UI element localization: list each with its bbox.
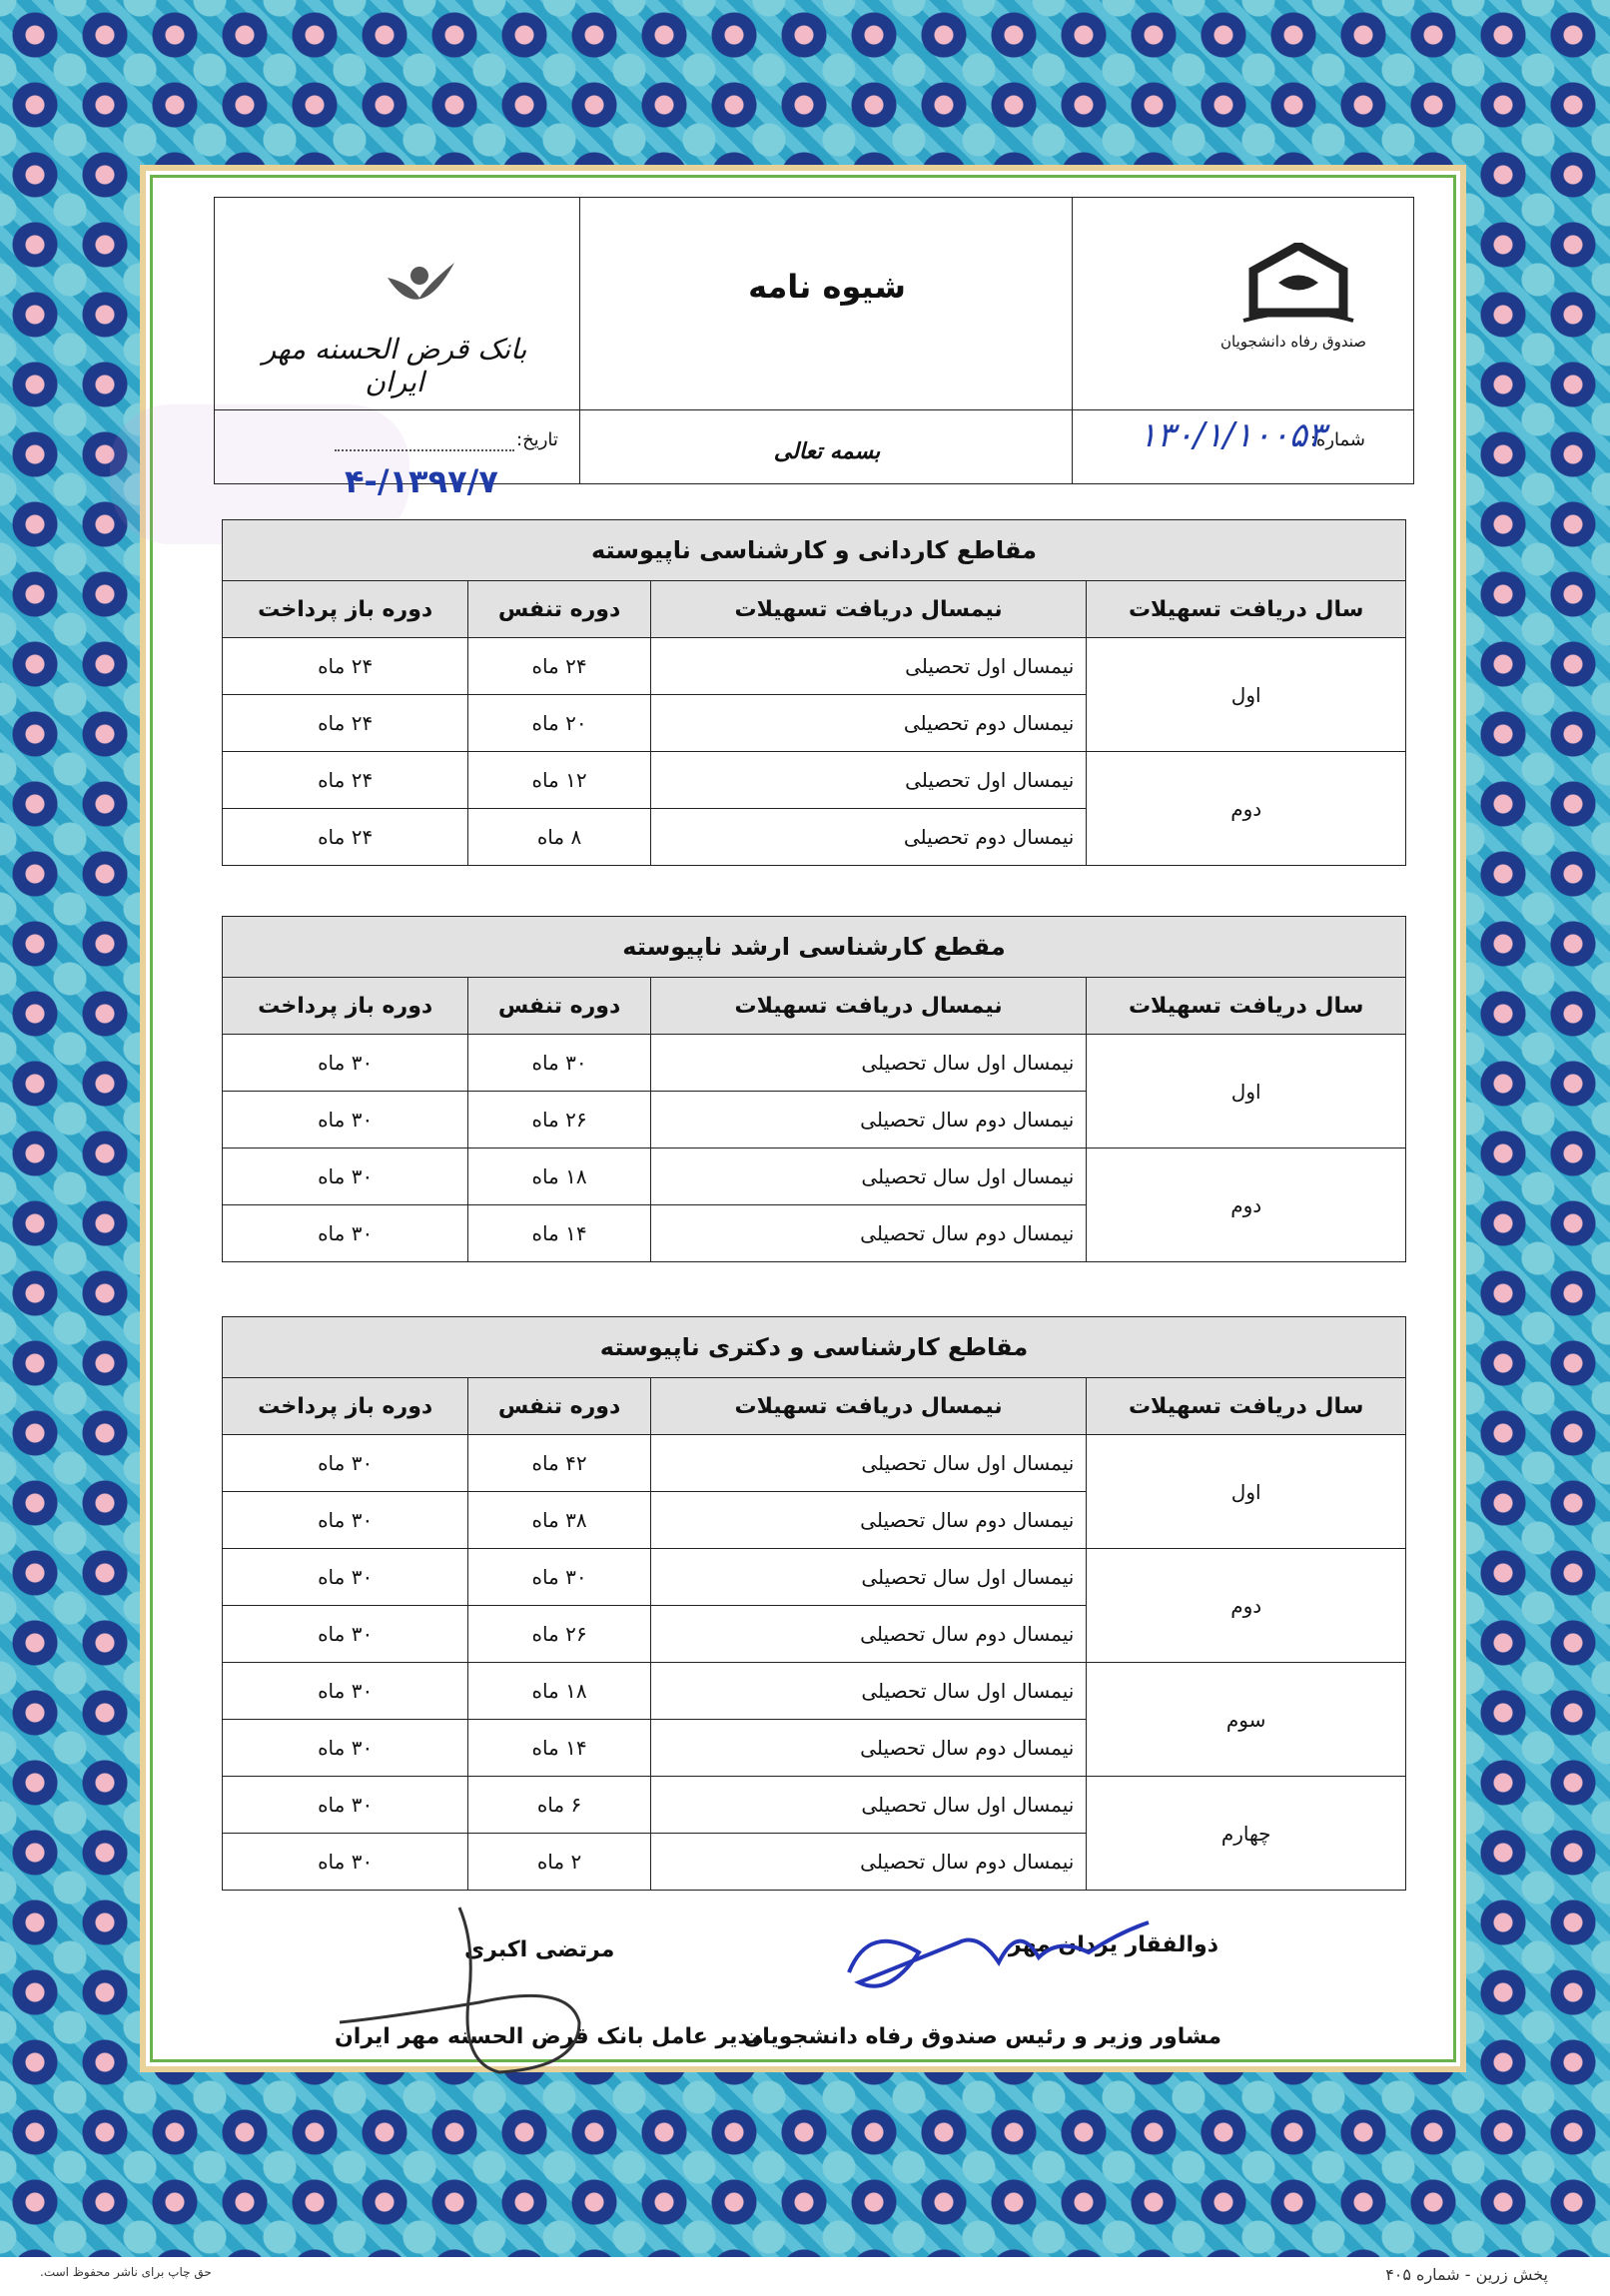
column-header-repay: دوره باز پرداخت [223,978,468,1035]
table-row [223,638,1406,695]
repayment-period-cell: ۳۰ ماه [223,1663,468,1720]
basmala-heading: بسمه تعالی [773,439,881,464]
repayment-period-cell: ۳۰ ماه [223,1035,468,1092]
grace-period-cell: ۳۰ ماه [468,1035,651,1092]
table-row [223,1777,1406,1834]
semester-cell: نیمسال دوم سال تحصیلی [650,1720,1087,1777]
bank-name: بانک قرض الحسنه مهر ایران [262,333,527,398]
semester-cell: نیمسال اول سال تحصیلی [650,1549,1087,1606]
repayment-period-cell: ۲۴ ماه [223,638,468,695]
grace-period-cell: ۱۲ ماه [468,752,651,809]
footer-copyright: حق چاپ برای ناشر محفوظ است. [40,2265,212,2279]
header-row [223,1378,1406,1435]
grace-period-cell: ۴۲ ماه [468,1435,651,1492]
semester-cell: نیمسال دوم تحصیلی [650,809,1087,866]
semester-cell: نیمسال اول تحصیلی [650,638,1087,695]
semester-cell: نیمسال اول سال تحصیلی [650,1035,1087,1092]
table-row [223,1148,1406,1205]
repayment-period-cell: ۳۰ ماه [223,1549,468,1606]
header-divider-left [579,198,580,483]
year-cell: دوم [1087,1148,1406,1262]
year-cell: سوم [1087,1663,1406,1777]
column-header-grace: دوره تنفس [468,581,651,638]
grace-period-cell: ۸ ماه [468,809,651,866]
repayment-period-cell: ۲۴ ماه [223,752,468,809]
repayment-period-cell: ۳۰ ماه [223,1092,468,1148]
repayment-period-cell: ۳۰ ماه [223,1720,468,1777]
year-cell: دوم [1087,1549,1406,1663]
header-row [223,581,1406,638]
section-title: مقاطع کارشناسی و دکتری ناپیوسته [223,1317,1406,1378]
semester-cell: نیمسال اول سال تحصیلی [650,1777,1087,1834]
table-section-2 [222,916,1406,1262]
section-title-row [223,1317,1406,1378]
grace-period-cell: ۲۴ ماه [468,638,651,695]
column-header-grace: دوره تنفس [468,1378,651,1435]
header-divider-horizontal [215,409,1413,410]
right-signature [829,1903,1169,2012]
semester-cell: نیمسال دوم سال تحصیلی [650,1092,1087,1148]
right-signatory-title: مشاور وزیر و رئیس صندوق رفاه دانشجویان [743,2024,1221,2049]
table-row [223,752,1406,809]
footer-publisher: پخش زرین - شماره ۴۰۵ [1385,2265,1548,2284]
table-section-1 [222,519,1406,866]
semester-cell: نیمسال اول سال تحصیلی [650,1435,1087,1492]
table-row [223,1663,1406,1720]
table-row [223,1035,1406,1092]
column-header-year: سال دریافت تسهیلات [1087,1378,1406,1435]
section-title: مقطع کارشناسی ارشد ناپیوسته [223,917,1406,978]
grace-period-cell: ۱۴ ماه [468,1720,651,1777]
fund-name: صندوق رفاه دانشجویان [1220,333,1366,351]
grace-period-cell: ۲۰ ماه [468,695,651,752]
repayment-period-cell: ۳۰ ماه [223,1606,468,1663]
section-title-row [223,520,1406,581]
column-header-year: سال دریافت تسهیلات [1087,978,1406,1035]
semester-cell: نیمسال اول سال تحصیلی [650,1663,1087,1720]
letter-date: ۱۳۹۷/۷/-۴ [345,462,498,500]
grace-period-cell: ۳۸ ماه [468,1492,651,1549]
letterhead-box [214,197,1414,500]
column-header-repay: دوره باز پرداخت [223,1378,468,1435]
grace-period-cell: ۱۸ ماه [468,1148,651,1205]
repayment-period-cell: ۲۴ ماه [223,809,468,866]
column-header-semester: نیمسال دریافت تسهیلات [650,978,1087,1035]
repayment-period-cell: ۳۰ ماه [223,1205,468,1262]
header-row [223,978,1406,1035]
column-header-semester: نیمسال دریافت تسهیلات [650,1378,1087,1435]
letter-number: ۱۳۰/۱/۱۰۰۵۳ [1139,415,1326,455]
repayment-period-cell: ۳۰ ماه [223,1492,468,1549]
repayment-period-cell: ۳۰ ماه [223,1777,468,1834]
header-divider-right [1072,198,1073,483]
section-title-row [223,917,1406,978]
year-cell: دوم [1087,752,1406,866]
column-header-repay: دوره باز پرداخت [223,581,468,638]
column-header-grace: دوره تنفس [468,978,651,1035]
repayment-period-cell: ۳۰ ماه [223,1834,468,1891]
bank-logo-icon [380,258,459,322]
semester-cell: نیمسال دوم سال تحصیلی [650,1492,1087,1549]
table-row [223,1549,1406,1606]
repayment-period-cell: ۲۴ ماه [223,695,468,752]
section-title: مقاطع کاردانی و کارشناسی ناپیوسته [223,520,1406,581]
table-row [223,1435,1406,1492]
grace-period-cell: ۱۴ ماه [468,1205,651,1262]
left-signatory-title: مدیر عامل بانک قرض الحسنه مهر ایران [335,2024,764,2049]
column-header-semester: نیمسال دریافت تسهیلات [650,581,1087,638]
year-cell: اول [1087,1035,1406,1148]
semester-cell: نیمسال اول تحصیلی [650,752,1087,809]
grace-period-cell: ۶ ماه [468,1777,651,1834]
grace-period-cell: ۱۸ ماه [468,1663,651,1720]
date-dotted-line [335,449,514,451]
year-cell: چهارم [1087,1777,1406,1891]
repayment-period-cell: ۳۰ ماه [223,1148,468,1205]
semester-cell: نیمسال دوم سال تحصیلی [650,1834,1087,1891]
date-label: تاریخ: [516,429,558,450]
grace-period-cell: ۲۶ ماه [468,1092,651,1148]
table-section-3 [222,1316,1406,1891]
left-signatory-name: مرتضی اکبری [464,1937,615,1962]
document-page [150,175,1456,2062]
left-signature [300,1903,599,2082]
number-label: شماره: [1309,429,1365,450]
repayment-period-cell: ۳۰ ماه [223,1435,468,1492]
year-cell: اول [1087,638,1406,752]
semester-cell: نیمسال دوم سال تحصیلی [650,1606,1087,1663]
page-title: شیوه نامه [748,268,906,306]
semester-cell: نیمسال اول سال تحصیلی [650,1148,1087,1205]
grace-period-cell: ۲۶ ماه [468,1606,651,1663]
column-header-year: سال دریافت تسهیلات [1087,581,1406,638]
grace-period-cell: ۲ ماه [468,1834,651,1891]
semester-cell: نیمسال دوم سال تحصیلی [650,1205,1087,1262]
grace-period-cell: ۳۰ ماه [468,1549,651,1606]
fund-logo-icon [1233,243,1363,332]
semester-cell: نیمسال دوم تحصیلی [650,695,1087,752]
right-signatory-name: ذوالفقار یزدان مهر [1008,1932,1218,1957]
year-cell: اول [1087,1435,1406,1549]
